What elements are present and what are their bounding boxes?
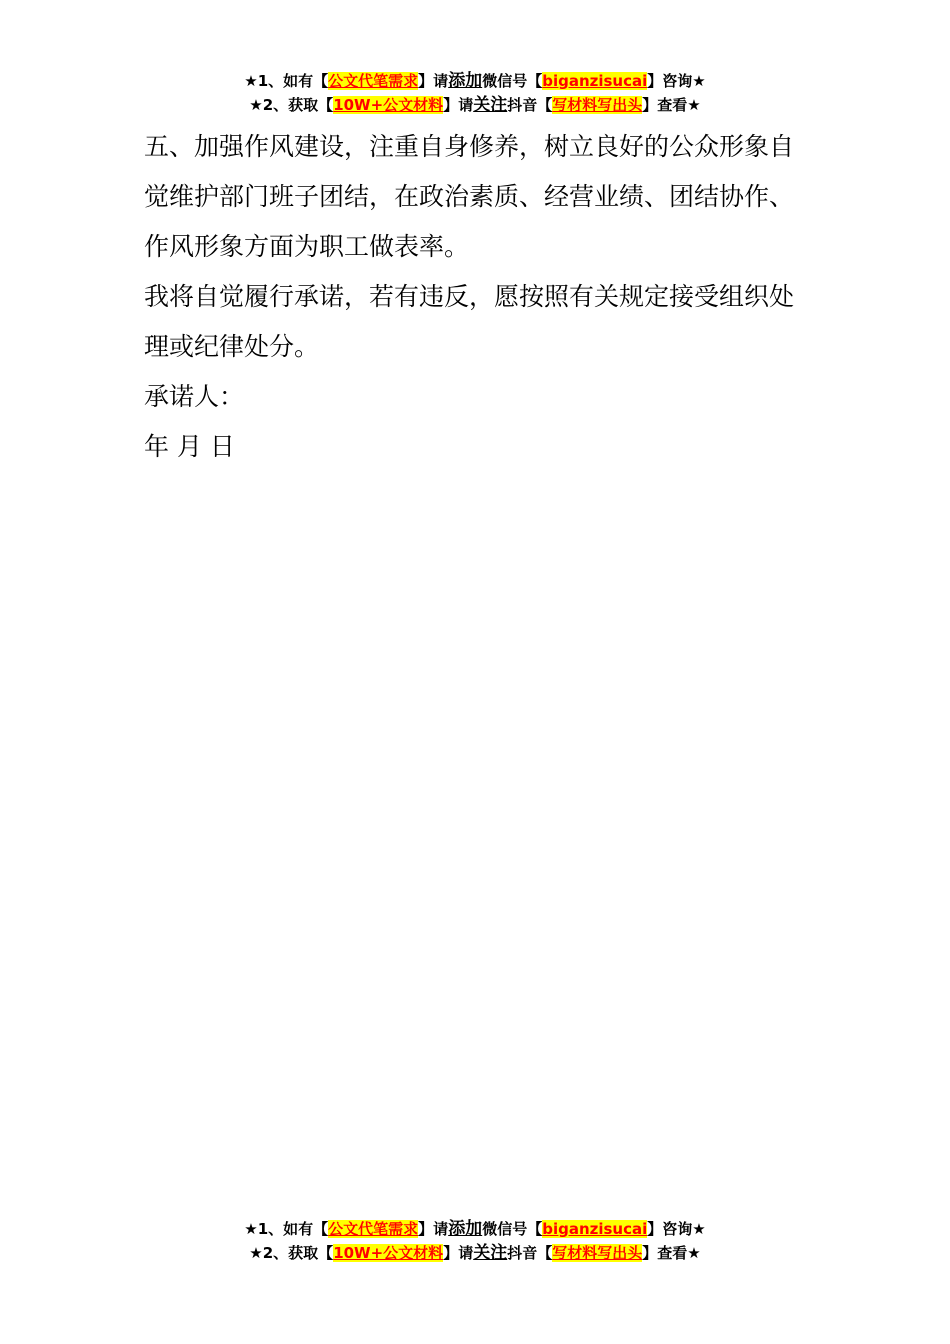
banner-highlight: biganzisucai (542, 1220, 648, 1238)
banner-text: 抖音【 (507, 96, 553, 114)
document-body (144, 122, 812, 472)
banner-text: 】请 (418, 1220, 449, 1238)
banner-text: 】请 (443, 96, 474, 114)
banner-line-1 (0, 69, 950, 93)
banner-highlight: 写材料写出头 (552, 1244, 643, 1262)
signature-label: 承诺人： (144, 382, 245, 411)
banner-highlight: biganzisucai (542, 72, 648, 90)
banner-line-1 (0, 1217, 950, 1241)
banner-text: ★2、获取【 (249, 1244, 334, 1262)
banner-text: 微信号【 (482, 1220, 543, 1238)
paragraph-commitment-5: 五、加强作风建设，注重自身修养，树立良好的公众形象自觉维护部门班子团结，在政治素质、经营业绩、团结协作、作风形象方面为职工做表率。 (144, 132, 795, 261)
banner-emphasis: 添加 (448, 1219, 483, 1239)
banner-emphasis: 添加 (448, 71, 483, 91)
banner-text: 微信号【 (482, 72, 543, 90)
banner-emphasis: 关注 (473, 1243, 508, 1263)
banner-text: 】请 (418, 72, 449, 90)
banner-highlight: 公文代笔需求 (328, 72, 419, 90)
banner-text: 】请 (443, 1244, 474, 1262)
date-line: 年 月 日 (144, 432, 235, 461)
banner-text: 】咨询★ (647, 72, 706, 90)
banner-emphasis: 关注 (473, 95, 508, 115)
banner-text: ★1、如有【 (244, 1220, 329, 1238)
paragraph-pledge: 我将自觉履行承诺，若有违反，愿按照有关规定接受组织处理或纪律处分。 (144, 282, 795, 361)
banner-text: 】咨询★ (647, 1220, 706, 1238)
banner-text: ★2、获取【 (249, 96, 334, 114)
banner-line-2 (0, 93, 950, 117)
banner-text: ★1、如有【 (244, 72, 329, 90)
banner-text: 】查看★ (642, 96, 701, 114)
banner-line-2 (0, 1241, 950, 1265)
banner-highlight: 10W+公文材料 (333, 96, 444, 114)
banner-highlight: 10W+公文材料 (333, 1244, 444, 1262)
banner-highlight: 写材料写出头 (552, 96, 643, 114)
header-banner (0, 69, 950, 117)
banner-highlight: 公文代笔需求 (328, 1220, 419, 1238)
banner-text: 抖音【 (507, 1244, 553, 1262)
footer-banner (0, 1217, 950, 1265)
banner-text: 】查看★ (642, 1244, 701, 1262)
